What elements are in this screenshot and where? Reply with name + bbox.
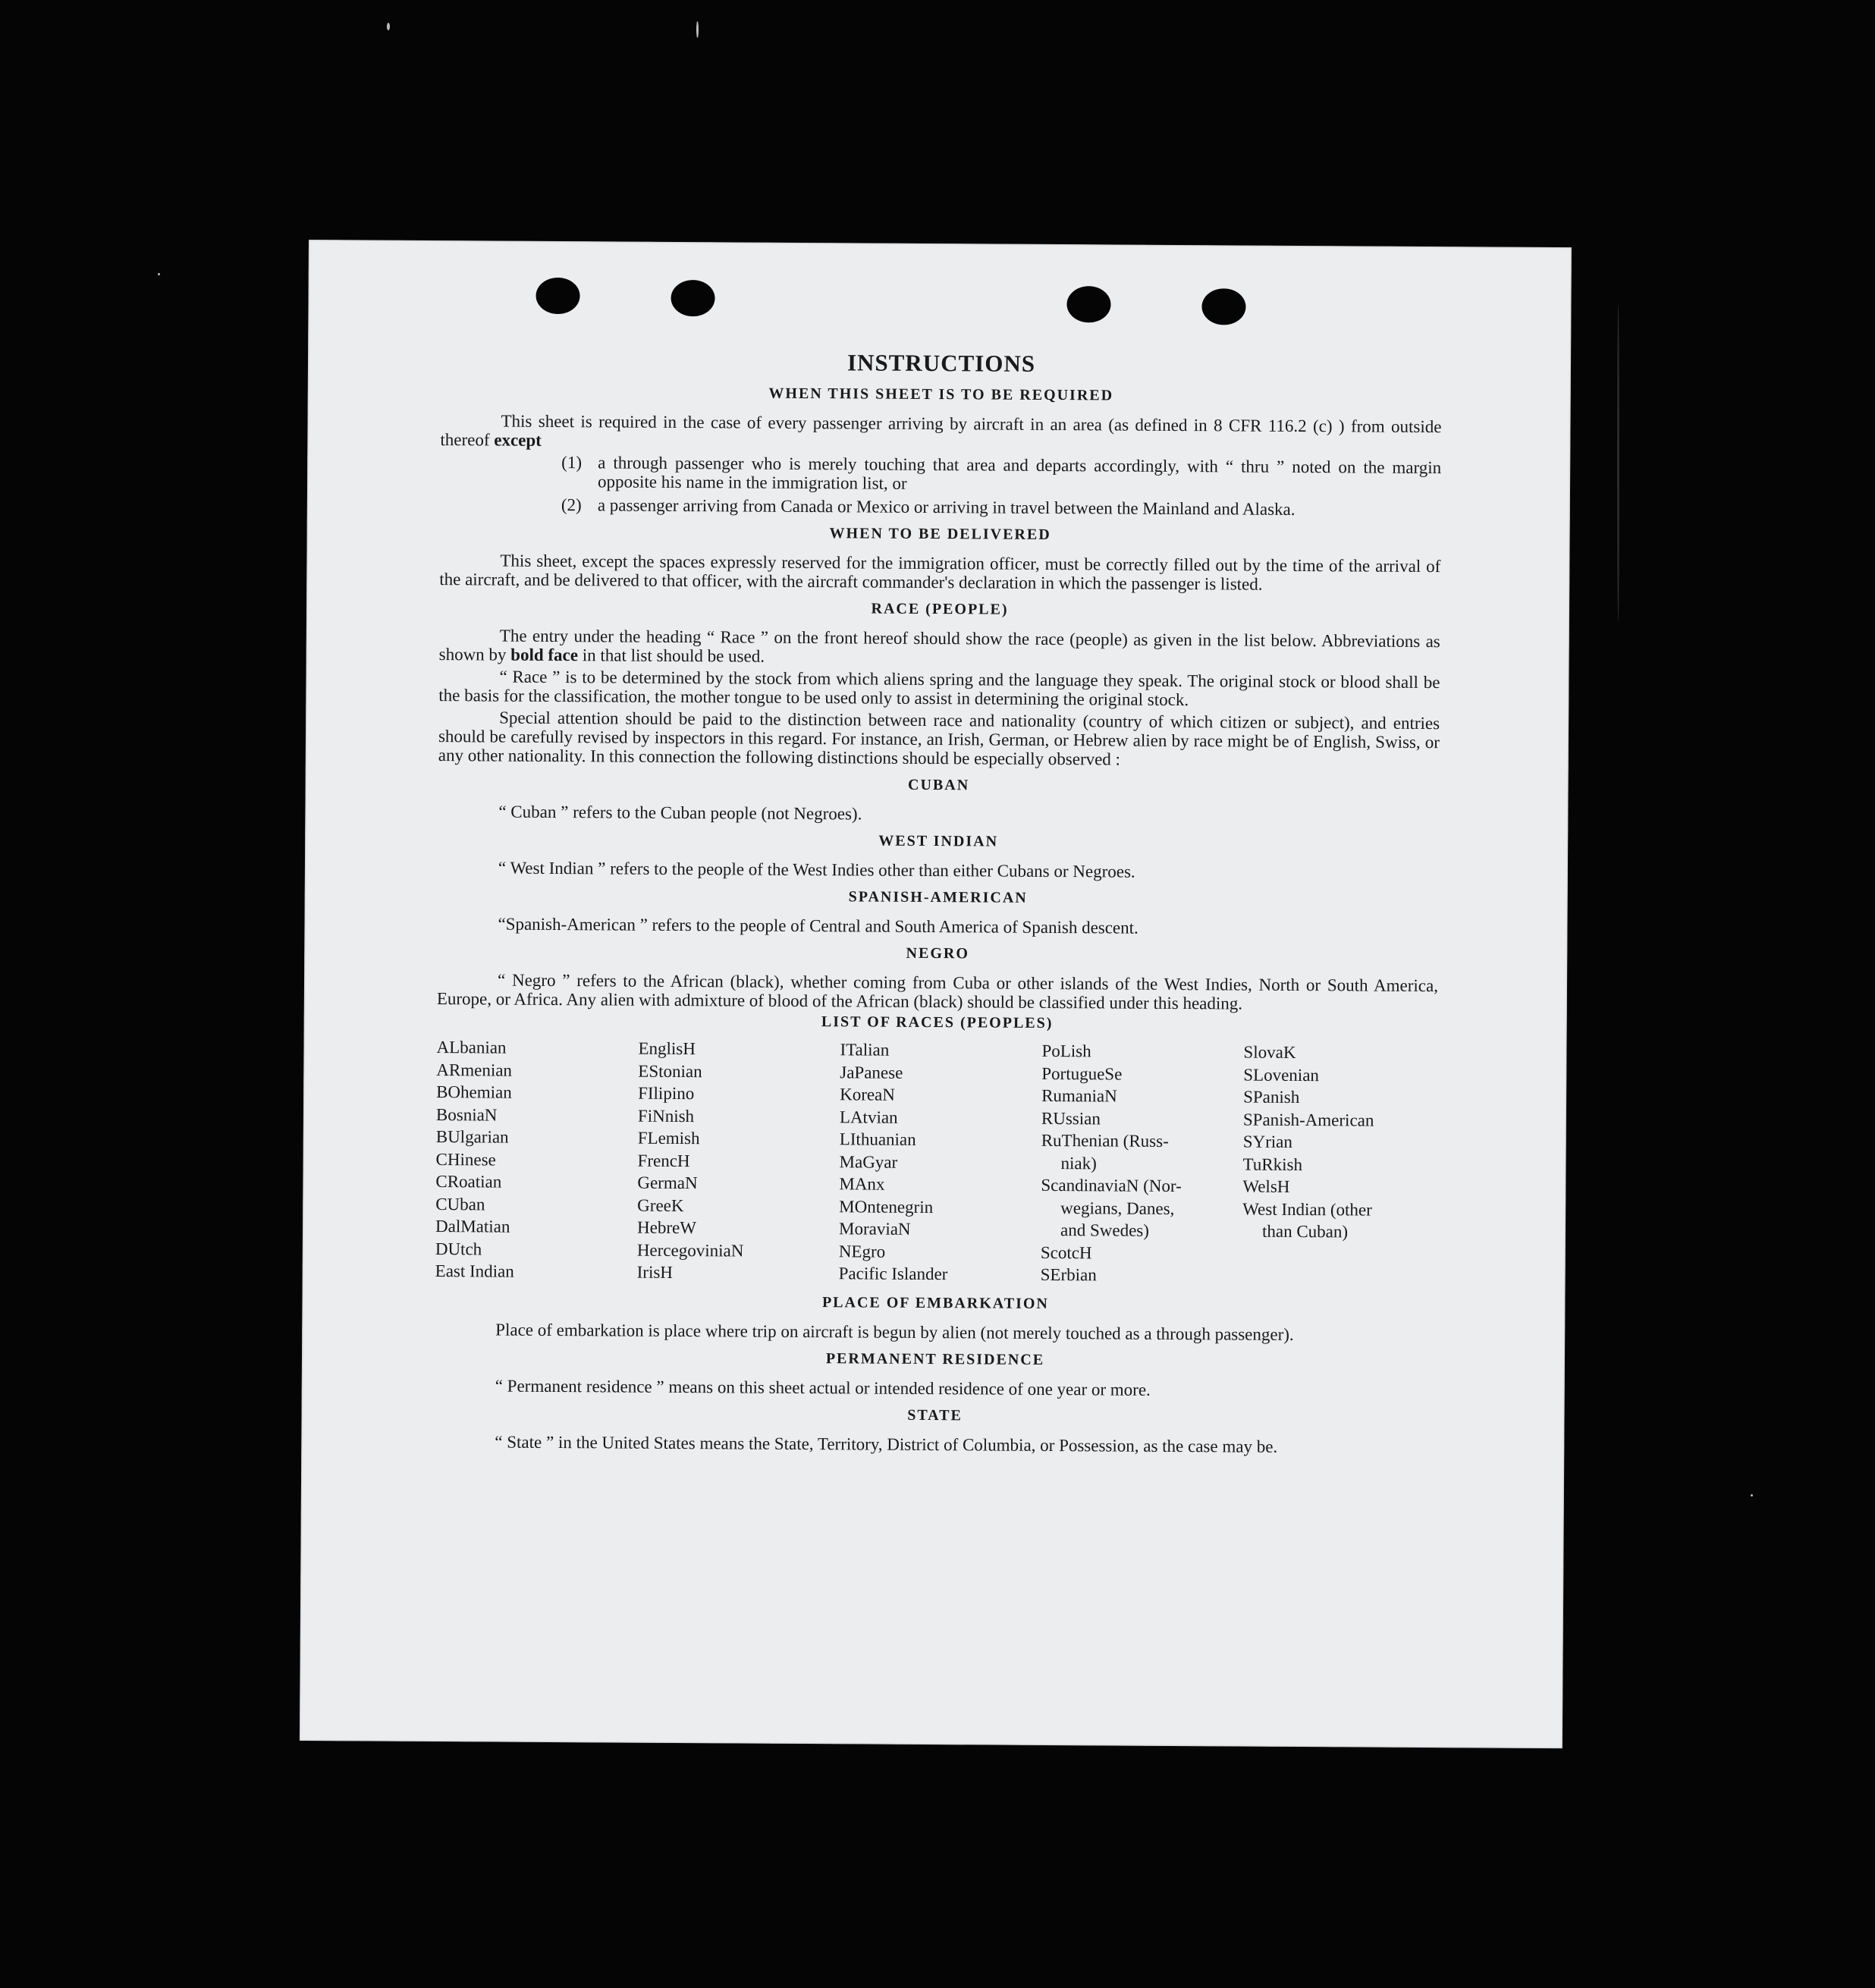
race-entry: SPanish [1243,1087,1300,1107]
race-entry: PoLish [1041,1041,1091,1061]
race-entry: East Indian [435,1261,514,1281]
race-entry: PortugueSe [1041,1063,1123,1084]
race-entry: HercegoviniaN [636,1240,744,1261]
race-entry: ALbanian [436,1038,507,1057]
race-entry: SYrian [1242,1132,1293,1151]
punch-hole [535,278,579,314]
race-entry: DUtch [435,1239,482,1258]
race-paragraph-2: “ Race ” is to be determined by the stock from which aliens spring and the language they speak. The original stock or blood shall be the basis for the classification, the mother tongue to be used only to assist in determining the original stock. [438,667,1440,710]
race-entry: and Swedes) [1060,1220,1150,1240]
race-entry: WelsH [1242,1176,1290,1196]
spanish-american-definition: “Spanish-American ” refers to the people of Central and South America of Spanish descent. [498,914,1139,937]
race-entry: FLemish [637,1128,700,1148]
races-column [637,1038,833,1285]
race-entry: ScotcH [1040,1242,1092,1262]
race-entry: GreeK [637,1195,684,1215]
except-word: except [494,430,542,450]
scan-speck [696,21,699,38]
race-entry: GermaN [637,1173,698,1193]
race-entry: MoraviaN [838,1219,911,1239]
section-heading-embarkation: PLACE OF EMBARKATION [821,1293,1049,1312]
instructions-content [434,347,1442,1460]
scan-speck [1617,303,1619,622]
race-entry: West Indian (other [1242,1199,1372,1220]
race-paragraph-1: The entry under the heading “ Race ” on the front hereof should show the race (people) as given in the list below. Abbreviations as shown by bold face in that list should be used. [438,626,1440,666]
exception-item: (2) a passenger arriving from Canada or Mexico or arriving in travel between the Mainland and Alaska. [561,495,1296,519]
section-heading-spanish-american: SPANISH-AMERICAN [848,888,1028,906]
race-entry: SErbian [1040,1264,1097,1285]
state-definition: “ State ” in the United States means the State, Territory, District of Columbia, or Possession, as the case may be. [495,1432,1278,1456]
race-entry: BosniaN [435,1104,498,1125]
section-heading-race: RACE (PEOPLE) [871,600,1009,618]
race-entry: MOntenegrin [839,1196,934,1217]
race-entry: SLovenian [1243,1065,1320,1085]
section-heading-residence: PERMANENT RESIDENCE [825,1349,1045,1368]
section-heading-cuban: CUBAN [907,776,970,794]
section-heading-races-list: LIST OF RACES (PEOPLES) [821,1013,1054,1032]
section-heading-required: WHEN THIS SHEET IS TO BE REQUIRED [768,385,1114,404]
race-entry: CUban [435,1194,485,1214]
race-entry: BUlgarian [435,1127,509,1147]
race-entry: EnglisH [638,1038,696,1059]
section-heading-delivered: WHEN TO BE DELIVERED [829,525,1051,543]
race-entry: ITalian [840,1040,890,1060]
scan-speck [158,273,160,275]
race-entry: LIthuanian [839,1129,916,1149]
race-entry: BOhemian [436,1082,512,1102]
race-entry: DalMatian [435,1217,510,1236]
punch-hole [1066,286,1110,322]
page-title: INSTRUCTIONS [846,349,1036,377]
race-entry: JaPanese [840,1062,903,1082]
race-entry: MaGyar [839,1151,898,1172]
race-entry: RumaniaN [1041,1085,1117,1106]
race-entry: SPanish-American [1242,1110,1374,1130]
race-entry: ScandinaviaN (Nor- [1041,1175,1182,1196]
race-entry: niak) [1060,1153,1097,1173]
race-entry: NEgro [838,1241,886,1261]
race-entry: FIlipino [638,1083,695,1104]
race-entry: HebreW [636,1217,697,1238]
race-entry: wegians, Danes, [1060,1198,1175,1218]
required-intro: This sheet is required in the case of every passenger arriving by aircraft in an area (as defined in 8 CFR 116.2 (c) ) from outside thereof except [440,411,1442,450]
west-indian-definition: “ West Indian ” refers to the people of the West Indies other than either Cubans or Negroes. [498,858,1135,881]
race-entry: CHinese [435,1149,496,1170]
exception-item: (1) a through passenger who is merely touching that area and departs accordingly, with “ thru ” noted on the margin opposite his name in the immigration list, or [561,453,1442,493]
race-entry: TuRkish [1242,1154,1303,1174]
scan-speck [387,23,390,30]
race-entry: than Cuban) [1261,1221,1349,1242]
races-list [435,1036,1438,1289]
race-entry: Pacific Islander [838,1264,948,1284]
document-page [300,240,1572,1748]
races-column [839,1038,1035,1286]
races-column [435,1036,631,1283]
race-entry: MAnx [839,1174,885,1194]
race-entry: RUssian [1041,1108,1101,1128]
embarkation-definition: Place of embarkation is place where trip on aircraft is begun by alien (not merely touched as a through passenger). [495,1320,1294,1344]
races-column [1242,1041,1438,1289]
race-entry: KoreaN [840,1085,896,1104]
race-entry: IrisH [636,1262,674,1282]
race-entry: FrencH [637,1151,690,1170]
race-entry: CRoatian [435,1172,502,1192]
section-heading-negro: NEGRO [906,944,970,963]
race-entry: ARmenian [436,1060,513,1080]
race-paragraph-3: Special attention should be paid to the distinction between race and nationality (country of which citizen or subject), and entries should be carefully revised by inspectors in this regard. For instance, an Irish, German, or Hebrew alien by race might be of English, Swiss, or any other nationality. In this connection the following distinctions should be especially observed : [438,708,1440,769]
race-entry: SlovaK [1243,1042,1296,1062]
scan-speck [1751,1494,1753,1496]
races-column [1041,1040,1236,1287]
section-heading-west-indian: WEST INDIAN [878,832,999,850]
race-entry: FiNnish [637,1106,695,1126]
race-entry: LAtvian [839,1107,898,1127]
race-entry: RuThenian (Russ- [1041,1130,1169,1151]
punch-hole [671,280,715,316]
cuban-definition: “ Cuban ” refers to the Cuban people (not Negroes). [498,802,862,824]
race-entry: EStonian [638,1061,702,1081]
section-heading-state: STATE [907,1406,963,1424]
negro-definition: “ Negro ” refers to the African (black), whether coming from Cuba or other islands of the West Indies, North or South America, Europe, or Africa. Any alien with admixture of blood of the African (black) should be classified under this heading. [436,970,1439,1013]
delivered-text: This sheet, except the spaces expressly reserved for the immigration officer, must be correctly filled out by the time of the arrival of the aircraft, and be delivered to that officer, with the aircraft commander's declaration in which the passenger is listed. [439,551,1441,594]
residence-definition: “ Permanent residence ” means on this sheet actual or intended residence of one year or more. [495,1376,1151,1399]
punch-hole [1201,288,1245,325]
exceptions-list [561,453,1441,520]
